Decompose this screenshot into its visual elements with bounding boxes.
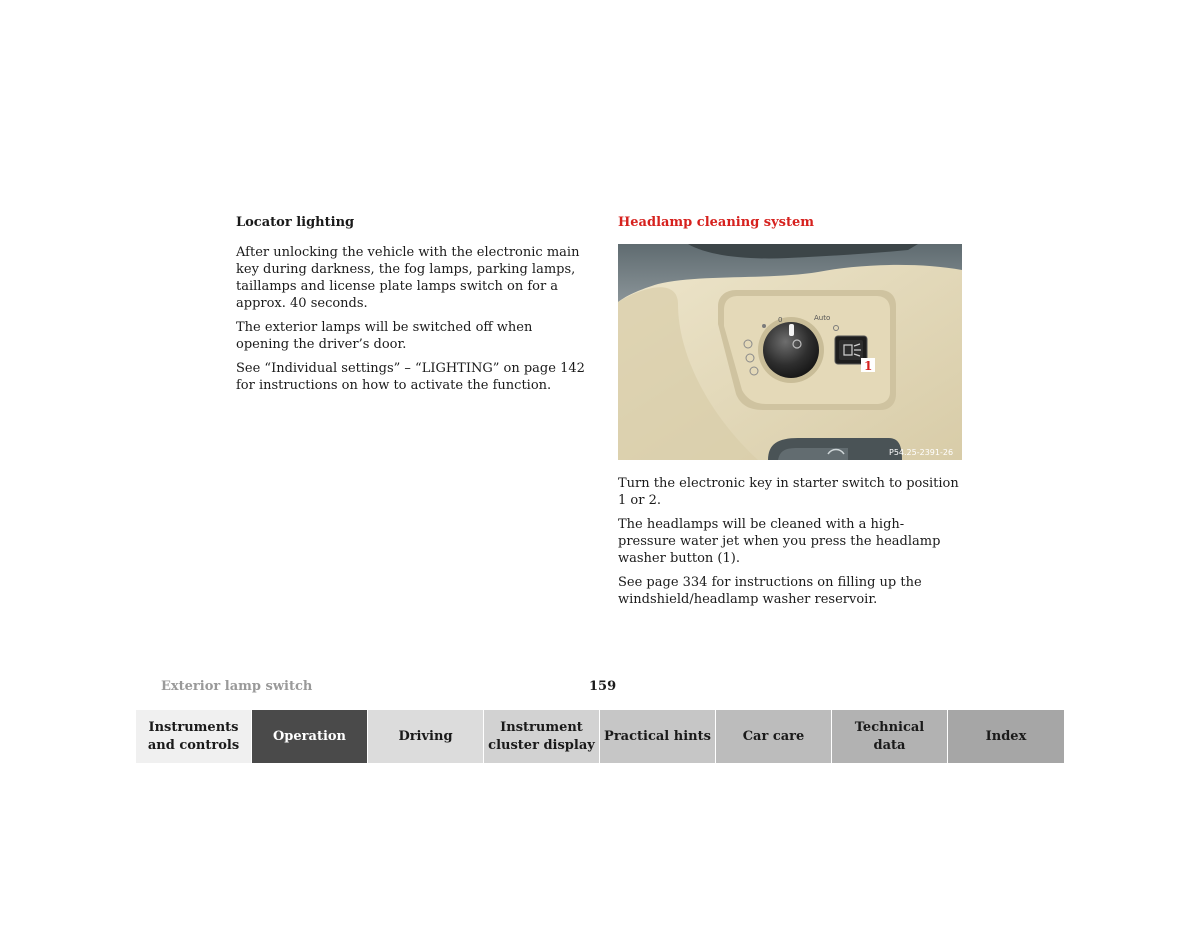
tab-instruments-and-controls[interactable] (136, 710, 252, 763)
switch-label-auto: Auto (814, 314, 831, 322)
tab-label: Index (985, 728, 1027, 744)
paragraph: See “Individual settings” – “LIGHTING” on page 142 for instructions on how to activate the function. (236, 361, 585, 393)
tab-technical-data[interactable] (832, 710, 948, 763)
switch-label-zero: 0 (778, 316, 783, 324)
footer-section-title: Exterior lamp switch (161, 679, 313, 694)
right-column (618, 214, 962, 615)
tab-car-care[interactable] (716, 710, 832, 763)
tab-instrument-cluster-display[interactable] (484, 710, 600, 763)
tab-practical-hints[interactable] (600, 710, 716, 763)
tab-driving[interactable] (368, 710, 484, 763)
chapter-tab-bar (136, 710, 1065, 763)
paragraph: The headlamps will be cleaned with a high-pressure water jet when you press the headlamp washer button (1). (618, 517, 941, 566)
tab-operation[interactable] (252, 710, 368, 763)
section-heading-headlamp-cleaning: Headlamp cleaning system (618, 215, 815, 230)
paragraph: See page 334 for instructions on filling up the windshield/headlamp washer reservoir. (618, 575, 922, 607)
paragraph: The exterior lamps will be switched off when opening the driver’s door. (236, 320, 533, 352)
tab-label: Driving (398, 728, 453, 744)
tab-label: Instruments and controls (147, 719, 240, 753)
callout-number: 1 (864, 359, 873, 373)
tab-index[interactable] (948, 710, 1064, 763)
tab-label: Instrument cluster display (488, 719, 595, 753)
paragraph: Turn the electronic key in starter switch to position 1 or 2. (618, 476, 959, 508)
page-number: 159 (589, 679, 617, 694)
figure-code: P54.25-2391-26 (889, 448, 954, 457)
tab-label: Operation (272, 728, 347, 744)
paragraph: After unlocking the vehicle with the electronic main key during darkness, the fog lamps, parking lamps, taillamps and license plate lamps switch on for a approx. 40 seconds. (236, 245, 580, 311)
left-column (236, 214, 586, 401)
headlamp-switch-illustration (618, 244, 962, 460)
section-heading-locator-lighting: Locator lighting (236, 215, 355, 230)
tab-label: Practical hints (604, 728, 711, 744)
tab-label: Technical data (854, 719, 925, 753)
tab-label: Car care (742, 728, 805, 744)
